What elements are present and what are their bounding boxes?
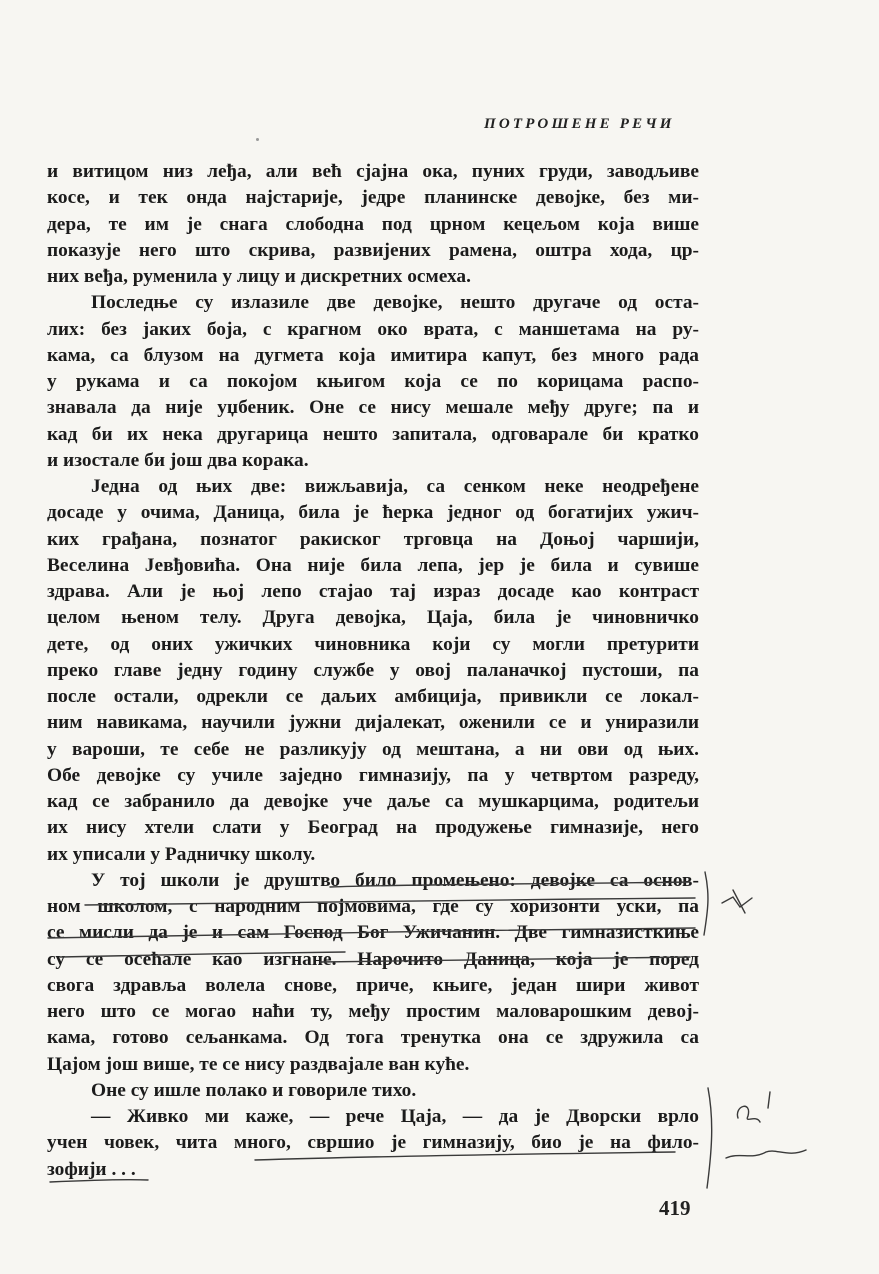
text-line: у рукама и са покојом књигом која се по корицама распо- [47,371,699,392]
paragraph [47,159,699,290]
text-line: учен човек, чита много, свршио је гимназију, био је на фило- [47,1132,699,1154]
text-line: здрава. Али је њој лепо стајао тај израз досаде као контраст [47,581,699,602]
text-line: ких грађана, познатог ракиског трговца на Доњој чаршији, [47,528,699,550]
text-line: после остали, одрекли се даљих амбиција, привикли се локал- [47,686,699,707]
text-line: ном школом, с народним појмовима, где су хоризонти уски, па [47,896,699,917]
margin-note [722,897,752,907]
text-line: кад би их нека другарица нешто запитала, одговарале би кратко [47,423,699,445]
paragraph [47,290,699,474]
paragraph [47,474,699,868]
paragraph [47,868,699,1078]
text-line: их уписали у Радничку школу. [47,843,316,865]
text-line: се мисли да је и сам Господ Бог Ужичанин. Две гимназисткиње [47,922,699,944]
text-line: — Живко ми каже, — рече Цаја, — да је Дворски врло [91,1106,699,1127]
text-line: кама, готово сељанкама. Од тога тренутка она се здружила са [47,1027,699,1049]
bracket-mark [707,1088,712,1188]
text-line: Обе девојке су училе заједно гимназију, па у четвртом разреду, [47,764,699,786]
text-line: Веселина Јевђовића. Она није била лепа, јер је била и сувише [47,554,699,576]
margin-note [733,890,745,913]
text-line: их нису хтели слати у Београд на продужење гимназије, него [47,817,699,839]
text-line: Оне су ишле полако и говориле тихо. [91,1079,417,1101]
speck [256,138,259,141]
text-line: и витицом низ леђа, али већ сјајна ока, пуних груди, заводљиве [47,161,699,182]
page-number: 419 [659,1196,691,1220]
text-line: и изостале би још два корака. [47,449,309,471]
text-line: ним навикама, научили јужни дијалекат, оженили се и униразили [47,712,699,734]
body-text [47,159,699,1183]
bracket-mark [704,872,708,935]
text-line: су се осећале као изгнане. Нарочито Даница, која је поред [47,948,699,970]
text-line: них веђа, руменила у лицу и дискретних осмеха. [47,266,471,287]
text-line: косе, и тек онда најстарије, једре планинске девојке, без ми- [47,187,699,209]
text-line: преко главе једну годину службе у овој паланачкој пустоши, па [47,659,699,681]
running-head: ПОТРОШЕНЕ РЕЧИ [484,116,675,132]
text-line: зофији . . . [47,1158,136,1180]
text-line: знавала да није уџбеник. Оне се нису мешале међу друге; па и [47,397,699,419]
text-line: Последње су излазиле две девојке, нешто другаче од оста- [91,292,699,314]
margin-note [726,1150,806,1158]
text-line: Цајом још више, те се нису раздвајале ван куће. [47,1053,470,1075]
text-line: свога здравља волела снове, приче, књиге, један шири живот [47,974,699,996]
text-line: дете, од оних ужичких чиновника који су могли претурити [47,633,699,655]
text-line: кад се забранило да девојке уче даље са мушкарцима, родитељи [47,791,699,812]
text-line: дера, те им је снага слободна под црном кецељом која више [47,213,699,235]
text-line: целом њеном телу. Друга девојка, Цаја, била је чиновничко [47,607,699,629]
text-line: него што се могао наћи ту, међу простим маловарошким девој- [47,1001,699,1022]
paragraph [47,1078,699,1104]
text-line: Једна од њих две: вижљавија, са сенком неке неодређене [91,476,699,497]
text-line: у вароши, те себе не разликују од мештана, а ни ови од њих. [47,738,699,760]
text-line: лих: без јаких боја, с крагном око врата, с маншетама на ру- [47,318,699,340]
text-line: показује него што скрива, развијених рамена, оштра хода, цр- [47,239,699,261]
margin-note [737,1092,770,1122]
text-line: досаде у очима, Даница, била је ћерка једног од богатијих ужич- [47,502,699,524]
text-line: кама, са блузом на дугмета која имитира капут, без много рада [47,344,699,366]
text-line: У тој школи је друштво било промењено: девојке са основ- [91,869,699,891]
paragraph [47,1104,699,1183]
